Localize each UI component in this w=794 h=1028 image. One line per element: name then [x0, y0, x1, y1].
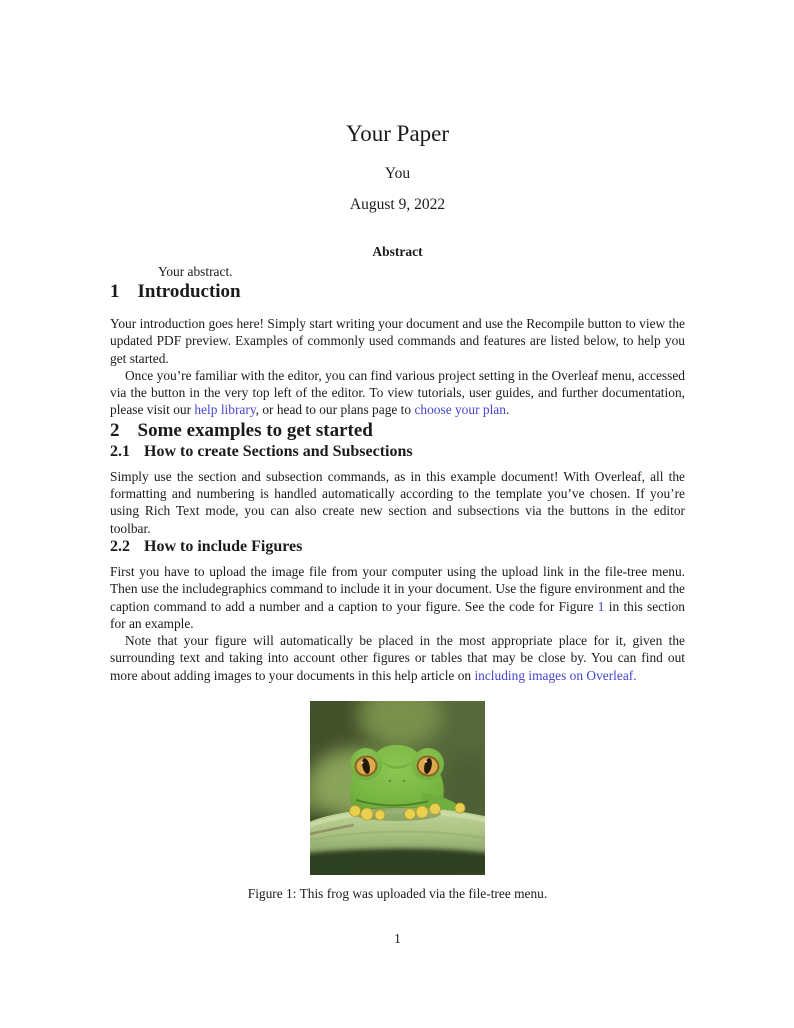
text-run: First you have to upload the image file from your computer using the upload link in the file-tree menu. Then use the includegraphics command to include it in your document. Use the figure environment and the caption command to add a number and a caption to your figure. See the code for Figure	[110, 563, 685, 614]
help-library-link[interactable]: help library	[194, 402, 256, 418]
subsection-2-1-heading	[110, 442, 685, 461]
text-run: , or head to our plans page to	[255, 402, 415, 418]
text-run: Once you’re familiar with the editor, you can find various project setting in the Overleaf menu, accessed via the button in the very top left of the editor. To view tutorials, user guides, and further documentation, please visit our	[110, 367, 685, 418]
figure-1-reference-link[interactable]: 1	[597, 598, 605, 614]
figure-1-block	[110, 701, 685, 875]
section-2-heading	[110, 419, 685, 442]
abstract-heading: Abstract	[372, 244, 423, 259]
section-2-title: Some examples to get started	[137, 419, 373, 441]
section-1-title: Introduction	[137, 281, 241, 302]
text-run: in this section for an example.	[110, 598, 685, 631]
frog-photo	[310, 701, 485, 875]
paper-author: You	[384, 165, 411, 182]
abstract-text: Your abstract.	[158, 264, 233, 279]
branch	[310, 807, 485, 875]
text-run: .	[505, 402, 510, 418]
subsection-2-1-number: 2.1	[110, 442, 130, 460]
subsection-2-2-number: 2.2	[110, 537, 130, 555]
including-images-on-overleaf-link[interactable]: including images on Overleaf.	[474, 667, 637, 683]
page-number: 1	[394, 931, 401, 947]
subsection-2-1-title: How to create Sections and Subsections	[144, 442, 413, 460]
paper-title: Your Paper	[345, 121, 450, 146]
paragraph-intro-2	[110, 367, 685, 419]
subsection-2-2-heading	[110, 537, 685, 556]
figure-1-caption: Figure 1: This frog was uploaded via the file-tree menu.	[247, 886, 548, 902]
section-2-number: 2	[110, 419, 120, 441]
section-1-heading	[110, 280, 685, 303]
paragraph-figures-2	[110, 632, 685, 684]
paragraph-intro-1: Your introduction goes here! Simply start writing your document and use the Recompile button to view the updated PDF preview. Examples of commonly used commands and features are listed below, to help you get started.	[110, 316, 685, 366]
subsection-2-2-title: How to include Figures	[144, 537, 303, 555]
text-run: Note that your figure will automatically be placed in the most appropriate place for it, given the surrounding text and taking into account other figures or tables that may be close by. You can find out more about adding images to your documents in this help article on	[110, 633, 685, 683]
paper-date: August 9, 2022	[349, 196, 446, 213]
paragraph-sections: Simply use the section and subsection commands, as in this example document! With Overleaf, all the formatting and numbering is handled automatically according to the template you’ve chosen. If you’re using Rich Text mode, you can also create new section and subsections via the buttons in the editor toolbar.	[110, 468, 685, 536]
choose-your-plan-link[interactable]: choose your plan	[414, 402, 506, 418]
section-1-number: 1	[110, 281, 120, 302]
paragraph-figures-1	[110, 563, 685, 632]
